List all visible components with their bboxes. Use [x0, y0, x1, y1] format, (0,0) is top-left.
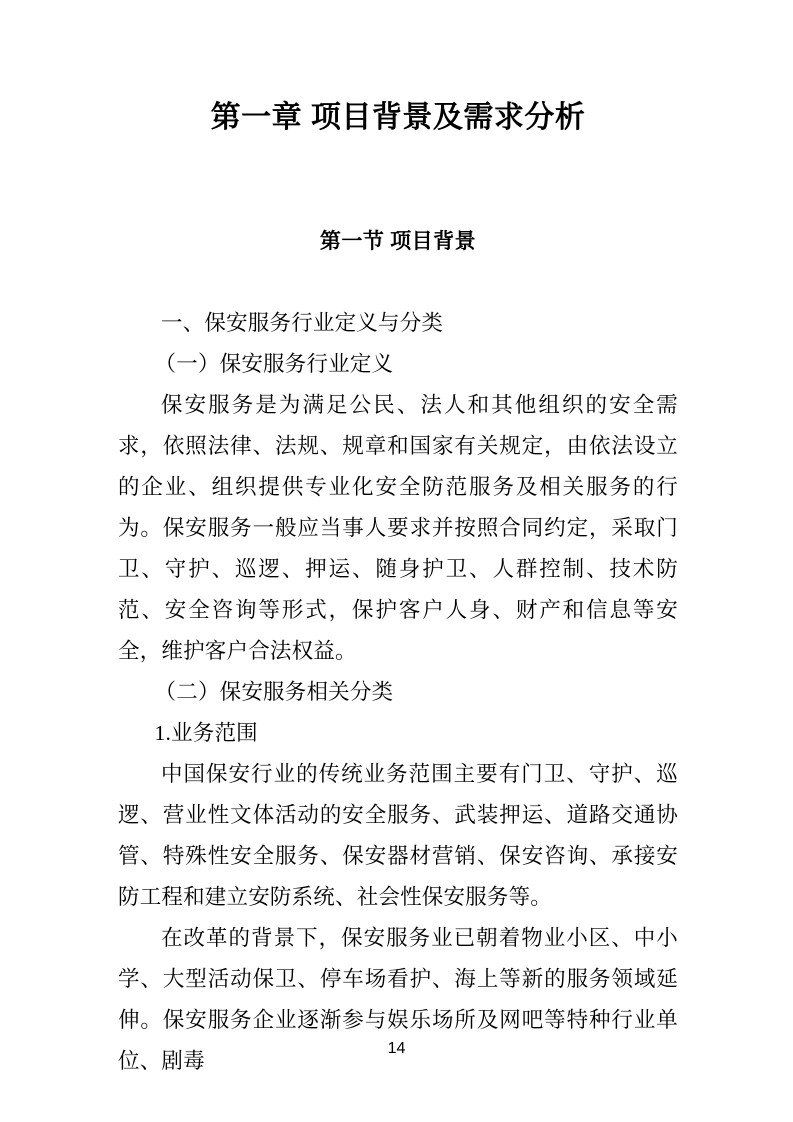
body-paragraph: 在改革的背景下，保安服务业已朝着物业小区、中小学、大型活动保卫、停车场看护、海上等新的服务领域延伸。保安服务企业逐渐参与娱乐场所及网吧等特种行业单位、剧毒	[118, 926, 678, 1073]
body-paragraph: 保安服务是为满足公民、法人和其他组织的安全需求，依照法律、法规、规章和国家有关规定，由依法设立的企业、组织提供专业化安全防范服务及相关服务的行为。保安服务一般应当事人要求并按照合同约定，采取门卫、守护、巡逻、押运、随身护卫、人群控制、技术防范、安全咨询等形式，保护客户人身、财产和信息等安全，维护客户合法权益。	[118, 393, 678, 663]
heading-level-2: （一）保安服务行业定义	[154, 352, 394, 376]
body-text-flow	[118, 303, 678, 1082]
chapter-title: 第一章 项目背景及需求分析	[210, 101, 586, 134]
heading-level-2: （二）保安服务相关分类	[154, 680, 394, 704]
page-number: 14	[387, 1040, 406, 1057]
heading-level-3: 1.业务范围	[154, 721, 258, 745]
body-paragraph: 中国保安行业的传统业务范围主要有门卫、守护、巡逻、营业性文体活动的安全服务、武装押运、道路交通协管、特殊性安全服务、保安器材营销、保安咨询、承接安防工程和建立安防系统、社会性保安服务等。	[118, 762, 678, 909]
heading-level-1: 一、保安服务行业定义与分类	[161, 311, 444, 335]
section-title: 第一节 项目背景	[319, 229, 477, 253]
